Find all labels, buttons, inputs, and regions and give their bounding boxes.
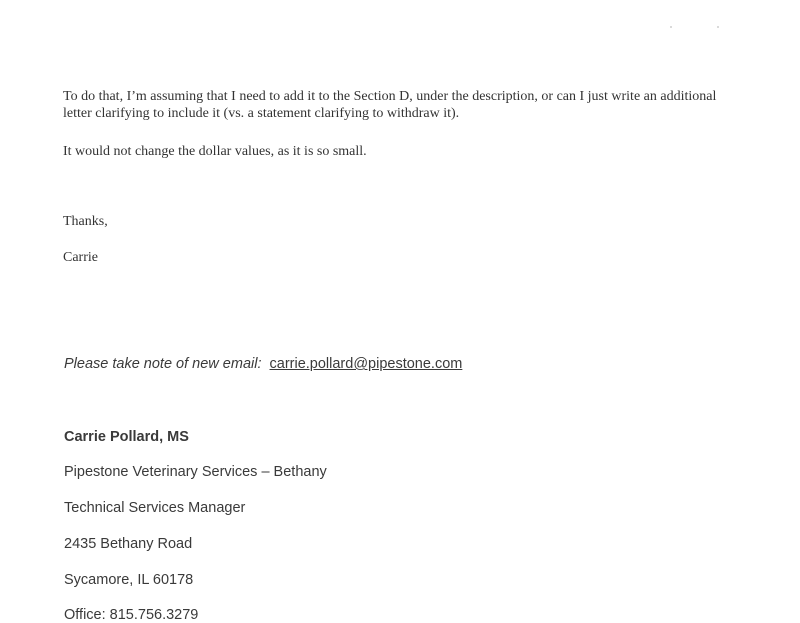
signoff-name: Carrie [63,250,98,265]
email-address-link[interactable]: carrie.pollard@pipestone.com [269,356,463,372]
signature-city-state-zip: Sycamore, IL 60178 [64,572,194,588]
signature-organization: Pipestone Veterinary Services – Bethany [64,464,327,480]
signature-street-address: 2435 Bethany Road [64,536,193,552]
body-paragraph-1: To do that, I’m assuming that I need to add it to the Section D, under the description, or can I just write an additional letter clarifying to include it (vs. a statement clarifying to withdraw it). [63,89,717,121]
body-paragraph-2: It would not change the dollar values, as it is so small. [63,144,367,159]
new-email-notice-text: Please take note of new email: [64,356,262,372]
scan-speck [670,26,672,28]
signature-title: Technical Services Manager [64,500,246,516]
new-email-notice [64,356,462,372]
scan-speck [717,26,719,28]
signature-office-phone: Office: 815.756.3279 [64,607,199,623]
signature-name: Carrie Pollard, MS [64,429,189,445]
closing-thanks: Thanks, [63,214,108,229]
